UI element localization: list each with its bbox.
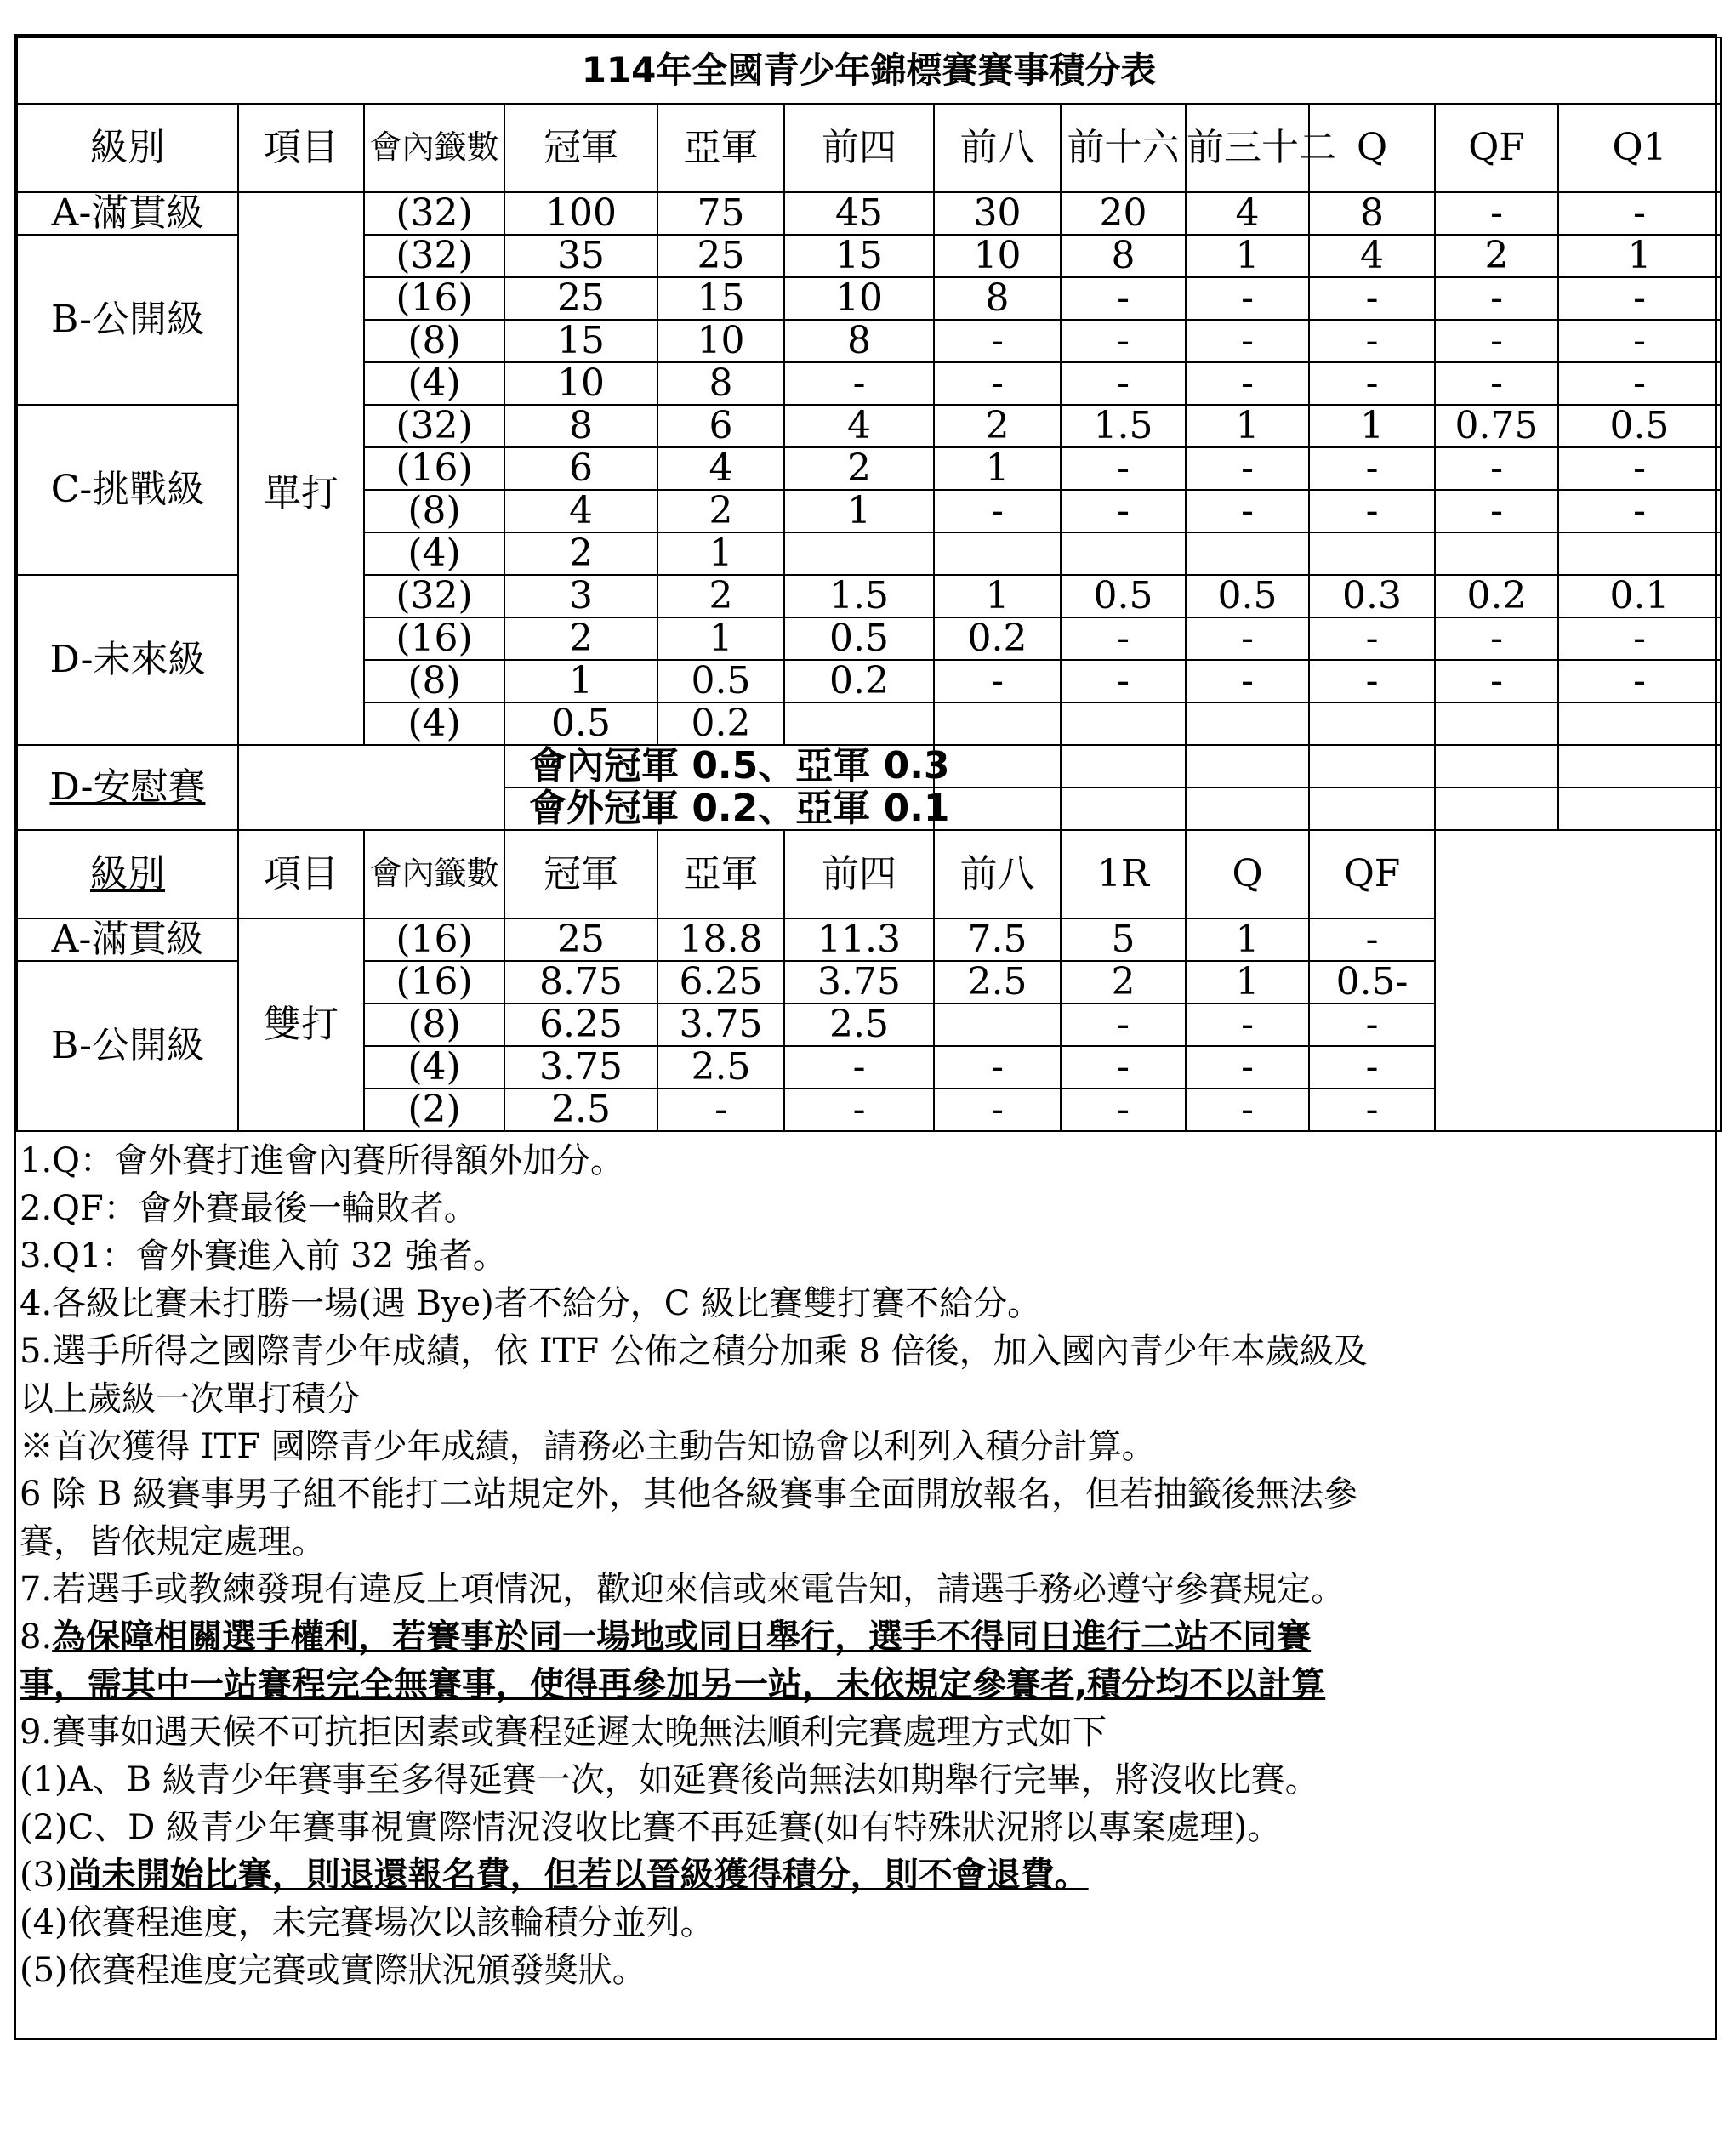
singles-header-cell: 冠軍 <box>504 104 657 192</box>
points-cell: - <box>1309 918 1435 961</box>
points-cell: 10 <box>657 320 784 362</box>
doubles-header-cell: Q <box>1186 830 1309 918</box>
points-cell <box>1558 532 1721 575</box>
points-cell: - <box>1558 490 1721 532</box>
points-cell: 2 <box>1061 961 1186 1003</box>
points-cell: 0.2 <box>784 660 934 702</box>
empty-cell <box>1558 787 1721 830</box>
points-cell: 100 <box>504 192 657 235</box>
draw-size-cell: (16) <box>364 617 504 660</box>
event-cell: 單打 <box>238 192 364 745</box>
note-text: (2)C、D 級青少年賽事視實際情況沒收比賽不再延賽(如有特殊狀況將以專案處理)。 <box>20 1808 1282 1847</box>
points-cell: - <box>1309 1046 1435 1089</box>
points-cell: 5 <box>1061 918 1186 961</box>
points-cell: 8 <box>504 405 657 447</box>
doubles-header-cell: 冠軍 <box>504 830 657 918</box>
note-line <box>20 1280 1715 1328</box>
points-cell <box>934 702 1061 745</box>
points-cell: 0.5 <box>1186 575 1309 617</box>
points-cell: 8 <box>1061 235 1186 277</box>
points-cell: 3.75 <box>504 1046 657 1089</box>
points-cell: - <box>1558 617 1721 660</box>
points-cell: - <box>1309 277 1435 320</box>
points-cell: 10 <box>784 277 934 320</box>
points-cell <box>1435 532 1558 575</box>
points-cell: 2.5 <box>657 1046 784 1089</box>
singles-header-cell: 前十六 <box>1061 104 1186 192</box>
singles-header-cell: 亞軍 <box>657 104 784 192</box>
points-cell: 0.75 <box>1435 405 1558 447</box>
draw-size-cell: (32) <box>364 575 504 617</box>
note-line <box>20 1947 1715 1994</box>
singles-header-cell: 級別 <box>17 104 238 192</box>
points-cell <box>934 532 1061 575</box>
points-cell: 2 <box>657 575 784 617</box>
points-cell: - <box>1558 362 1721 405</box>
note-line <box>20 1518 1715 1566</box>
points-cell: - <box>1186 490 1309 532</box>
points-cell: 0.1 <box>1558 575 1721 617</box>
points-cell: - <box>1435 320 1558 362</box>
note-text: 事，需其中一站賽程完全無賽事，使得再參加另一站，未依規定參賽者,積分均不以計算 <box>20 1665 1326 1704</box>
doubles-header-cell: QF <box>1309 830 1435 918</box>
draw-size-cell: (8) <box>364 660 504 702</box>
doubles-header-cell: 會內籤數 <box>364 830 504 918</box>
empty-cell <box>934 787 1061 830</box>
points-cell: - <box>1061 447 1186 490</box>
points-cell: 10 <box>504 362 657 405</box>
draw-size-cell: (16) <box>364 918 504 961</box>
note-text: 9.賽事如遇天候不可抗拒因素或賽程延遲太晚無法順利完賽處理方式如下 <box>20 1713 1107 1752</box>
points-cell: 25 <box>504 277 657 320</box>
points-cell: - <box>1435 660 1558 702</box>
note-line <box>20 1470 1715 1518</box>
points-cell: 25 <box>504 918 657 961</box>
points-cell: - <box>934 1089 1061 1131</box>
singles-header-cell: Q1 <box>1558 104 1721 192</box>
singles-header-cell: QF <box>1435 104 1558 192</box>
points-cell: 0.5 <box>1061 575 1186 617</box>
draw-size-cell: (32) <box>364 192 504 235</box>
points-cell: - <box>934 320 1061 362</box>
points-cell: - <box>784 1089 934 1131</box>
points-cell <box>1309 702 1435 745</box>
note-line <box>20 1851 1715 1899</box>
note-line <box>20 1566 1715 1613</box>
points-cell: - <box>1061 1003 1186 1046</box>
points-cell: 6.25 <box>504 1003 657 1046</box>
draw-size-cell: (16) <box>364 447 504 490</box>
note-line <box>20 1328 1715 1375</box>
empty-cell <box>1061 787 1186 830</box>
points-cell: - <box>784 1046 934 1089</box>
points-cell: - <box>1186 320 1309 362</box>
points-cell: 1 <box>934 447 1061 490</box>
points-cell: 8.75 <box>504 961 657 1003</box>
points-cell: 75 <box>657 192 784 235</box>
points-cell: - <box>1309 660 1435 702</box>
points-cell: 2.5 <box>504 1089 657 1131</box>
points-cell: - <box>934 362 1061 405</box>
points-cell: - <box>1186 617 1309 660</box>
points-cell: - <box>1186 277 1309 320</box>
draw-size-cell: (4) <box>364 702 504 745</box>
points-cell: 1 <box>1186 235 1309 277</box>
consolation-points: 會外冠軍 0.2、亞軍 0.1 <box>504 787 934 830</box>
notes-section <box>16 1132 1715 1994</box>
points-cell: 1 <box>657 532 784 575</box>
points-cell: 1 <box>1186 405 1309 447</box>
points-cell: - <box>1061 1089 1186 1131</box>
points-cell <box>1061 702 1186 745</box>
note-line <box>20 1137 1715 1185</box>
draw-size-cell: (4) <box>364 532 504 575</box>
level-cell: A-滿貫級 <box>17 918 238 961</box>
points-cell: 3.75 <box>784 961 934 1003</box>
singles-header-cell: 會內籤數 <box>364 104 504 192</box>
points-cell: 0.5 <box>1558 405 1721 447</box>
points-cell: 1 <box>1186 918 1309 961</box>
points-cell: - <box>1186 447 1309 490</box>
points-cell: 6 <box>504 447 657 490</box>
note-prefix: 8. <box>20 1617 53 1657</box>
points-cell: 2 <box>784 447 934 490</box>
draw-size-cell: (2) <box>364 1089 504 1131</box>
level-cell: C-挑戰級 <box>17 405 238 575</box>
points-cell: 2.5 <box>934 961 1061 1003</box>
doubles-header-cell: 亞軍 <box>657 830 784 918</box>
draw-size-cell: (8) <box>364 320 504 362</box>
points-cell: 1 <box>1309 405 1435 447</box>
points-cell: 2.5 <box>784 1003 934 1046</box>
points-cell <box>934 1003 1061 1046</box>
points-cell: - <box>1435 192 1558 235</box>
note-line <box>20 1375 1715 1423</box>
draw-size-cell: (32) <box>364 235 504 277</box>
points-cell: 2 <box>504 617 657 660</box>
points-cell: 6 <box>657 405 784 447</box>
points-cell: - <box>1061 617 1186 660</box>
points-cell: 0.2 <box>934 617 1061 660</box>
points-cell: 15 <box>504 320 657 362</box>
points-cell: 18.8 <box>657 918 784 961</box>
points-cell: 20 <box>1061 192 1186 235</box>
empty-cell <box>934 745 1061 787</box>
points-cell: - <box>657 1089 784 1131</box>
note-text: (5)依賽程進度完賽或實際狀況頒發獎狀。 <box>20 1951 646 1990</box>
points-cell: - <box>1309 362 1435 405</box>
points-cell: - <box>1061 1046 1186 1089</box>
points-cell: 0.2 <box>657 702 784 745</box>
draw-size-cell: (4) <box>364 1046 504 1089</box>
table-title: 114年全國青少年錦標賽賽事積分表 <box>17 37 1721 104</box>
points-cell: 6.25 <box>657 961 784 1003</box>
note-text: 7.若選手或教練發現有違反上項情況，歡迎來信或來電告知，請選手務必遵守參賽規定。 <box>20 1570 1346 1609</box>
points-cell: - <box>1558 192 1721 235</box>
empty-cell <box>1558 745 1721 787</box>
empty-cell <box>1186 787 1309 830</box>
points-cell: 4 <box>504 490 657 532</box>
empty-cell <box>1435 787 1558 830</box>
draw-size-cell: (8) <box>364 490 504 532</box>
points-cell: 4 <box>657 447 784 490</box>
points-cell: - <box>1309 320 1435 362</box>
draw-size-cell: (16) <box>364 961 504 1003</box>
note-text: 4.各級比賽未打勝一場(遇 Bye)者不給分，C 級比賽雙打賽不給分。 <box>20 1284 1042 1323</box>
points-cell: - <box>1435 277 1558 320</box>
empty-cell <box>238 745 504 830</box>
points-cell: - <box>1435 617 1558 660</box>
points-cell: - <box>1558 320 1721 362</box>
draw-size-cell: (32) <box>364 405 504 447</box>
doubles-header-row <box>17 830 1721 918</box>
points-cell: 2 <box>657 490 784 532</box>
note-line <box>20 1899 1715 1947</box>
points-cell: 7.5 <box>934 918 1061 961</box>
draw-size-cell: (4) <box>364 362 504 405</box>
points-cell: 1.5 <box>784 575 934 617</box>
note-text: 為保障相關選手權利，若賽事於同一場地或同日舉行，選手不得同日進行二站不同賽 <box>52 1617 1312 1657</box>
points-cell: 0.5- <box>1309 961 1435 1003</box>
doubles-header-cell: 級別 <box>17 830 238 918</box>
points-cell: 30 <box>934 192 1061 235</box>
note-text: (4)依賽程進度，未完賽場次以該輪積分並列。 <box>20 1903 714 1942</box>
points-cell: - <box>1558 660 1721 702</box>
points-cell: - <box>1558 277 1721 320</box>
points-cell <box>784 532 934 575</box>
points-cell: 35 <box>504 235 657 277</box>
level-cell: D-未來級 <box>17 575 238 745</box>
points-cell: - <box>1558 447 1721 490</box>
points-cell: - <box>1309 1003 1435 1046</box>
points-cell: 1 <box>504 660 657 702</box>
points-cell: 8 <box>934 277 1061 320</box>
empty-cell <box>1309 745 1435 787</box>
points-cell: - <box>1309 1089 1435 1131</box>
level-cell: B-公開級 <box>17 235 238 405</box>
points-cell: 4 <box>1186 192 1309 235</box>
points-cell: 1 <box>784 490 934 532</box>
singles-header-cell: 項目 <box>238 104 364 192</box>
points-cell: - <box>1061 320 1186 362</box>
points-cell <box>1061 532 1186 575</box>
points-cell: 10 <box>934 235 1061 277</box>
doubles-header-cell: 前八 <box>934 830 1061 918</box>
points-cell: 0.2 <box>1435 575 1558 617</box>
points-cell: - <box>934 490 1061 532</box>
points-table-sheet <box>14 34 1717 2040</box>
points-cell <box>1558 702 1721 745</box>
points-cell: 2 <box>504 532 657 575</box>
note-line <box>20 1423 1715 1470</box>
points-cell: - <box>1061 362 1186 405</box>
points-cell: 0.5 <box>504 702 657 745</box>
points-cell: - <box>1309 617 1435 660</box>
points-cell <box>784 702 934 745</box>
consolation-points: 會內冠軍 0.5、亞軍 0.3 <box>504 745 934 787</box>
doubles-header-cell: 前四 <box>784 830 934 918</box>
points-cell: 2 <box>934 405 1061 447</box>
note-line <box>20 1756 1715 1804</box>
points-cell: 1 <box>1558 235 1721 277</box>
doubles-header-cell: 1R <box>1061 830 1186 918</box>
points-cell: - <box>1309 447 1435 490</box>
points-cell: - <box>934 1046 1061 1089</box>
empty-cell <box>1435 745 1558 787</box>
note-line <box>20 1708 1715 1756</box>
points-table <box>16 37 1722 1132</box>
points-cell: - <box>1061 277 1186 320</box>
note-text: 以上歲級一次單打積分 <box>20 1379 360 1418</box>
points-cell: 3 <box>504 575 657 617</box>
level-cell: A-滿貫級 <box>17 192 238 235</box>
points-cell: 0.3 <box>1309 575 1435 617</box>
note-line <box>20 1804 1715 1851</box>
note-text: 1.Q：會外賽打進會內賽所得額外加分。 <box>20 1141 624 1180</box>
singles-header-cell: 前八 <box>934 104 1061 192</box>
consolation-row <box>17 745 1721 787</box>
points-cell: 8 <box>784 320 934 362</box>
draw-size-cell: (8) <box>364 1003 504 1046</box>
points-cell: - <box>1061 490 1186 532</box>
points-cell: 0.5 <box>657 660 784 702</box>
points-cell: 1.5 <box>1061 405 1186 447</box>
note-line <box>20 1613 1715 1661</box>
empty-cell <box>1186 745 1309 787</box>
points-cell: 0.5 <box>784 617 934 660</box>
level-cell: D-安慰賽 <box>17 745 238 830</box>
singles-header-row <box>17 104 1721 192</box>
points-cell: 8 <box>657 362 784 405</box>
draw-size-cell: (16) <box>364 277 504 320</box>
points-cell: - <box>1435 362 1558 405</box>
note-line <box>20 1185 1715 1232</box>
note-text: 6 除 B 級賽事男子組不能打二站規定外，其他各級賽事全面開放報名，但若抽籤後無法參 <box>20 1475 1357 1514</box>
points-cell: 1 <box>657 617 784 660</box>
points-cell: - <box>1061 660 1186 702</box>
note-text: 賽，皆依規定處理。 <box>20 1522 326 1561</box>
points-cell: 11.3 <box>784 918 934 961</box>
note-prefix: (3) <box>20 1856 68 1895</box>
points-cell <box>1186 702 1309 745</box>
points-cell: 15 <box>657 277 784 320</box>
points-cell: 25 <box>657 235 784 277</box>
note-text: 2.QF：會外賽最後一輪敗者。 <box>20 1189 478 1228</box>
points-cell <box>1186 532 1309 575</box>
points-cell: - <box>934 660 1061 702</box>
points-cell: - <box>1186 1046 1309 1089</box>
points-cell: 45 <box>784 192 934 235</box>
points-cell: 8 <box>1309 192 1435 235</box>
event-cell: 雙打 <box>238 918 364 1131</box>
points-cell: 4 <box>1309 235 1435 277</box>
note-line <box>20 1232 1715 1280</box>
points-cell: 4 <box>784 405 934 447</box>
points-cell: - <box>1435 490 1558 532</box>
points-cell: - <box>1186 362 1309 405</box>
note-line <box>20 1661 1715 1708</box>
points-cell: 15 <box>784 235 934 277</box>
points-cell: - <box>784 362 934 405</box>
empty-cell <box>1309 787 1435 830</box>
singles-header-cell: 前四 <box>784 104 934 192</box>
empty-cell <box>1061 745 1186 787</box>
points-cell: - <box>1186 1089 1309 1131</box>
note-text: (1)A、B 級青少年賽事至多得延賽一次，如延賽後尚無法如期舉行完畢，將沒收比賽。 <box>20 1760 1319 1799</box>
note-text: 5.選手所得之國際青少年成績，依 ITF 公佈之積分加乘 8 倍後，加入國內青少年本歲級及 <box>20 1332 1368 1371</box>
note-text: 3.Q1：會外賽進入前 32 強者。 <box>20 1237 507 1276</box>
table-row <box>17 192 1721 235</box>
points-cell: 1 <box>1186 961 1309 1003</box>
points-cell: 2 <box>1435 235 1558 277</box>
level-cell: B-公開級 <box>17 961 238 1131</box>
doubles-header-cell: 項目 <box>238 830 364 918</box>
points-cell: 1 <box>934 575 1061 617</box>
empty-cell <box>1435 830 1721 1131</box>
note-text: ※首次獲得 ITF 國際青少年成績，請務必主動告知協會以利列入積分計算。 <box>20 1427 1156 1466</box>
points-cell: - <box>1309 490 1435 532</box>
points-cell: - <box>1186 660 1309 702</box>
singles-header-cell: 前三十二 <box>1186 104 1309 192</box>
points-cell: - <box>1435 447 1558 490</box>
singles-header-cell: Q <box>1309 104 1435 192</box>
points-cell: - <box>1186 1003 1309 1046</box>
points-cell: 3.75 <box>657 1003 784 1046</box>
points-cell <box>1435 702 1558 745</box>
points-cell <box>1309 532 1435 575</box>
note-text: 尚未開始比賽，則退還報名費，但若以晉級獲得積分，則不會退費。 <box>67 1856 1089 1895</box>
